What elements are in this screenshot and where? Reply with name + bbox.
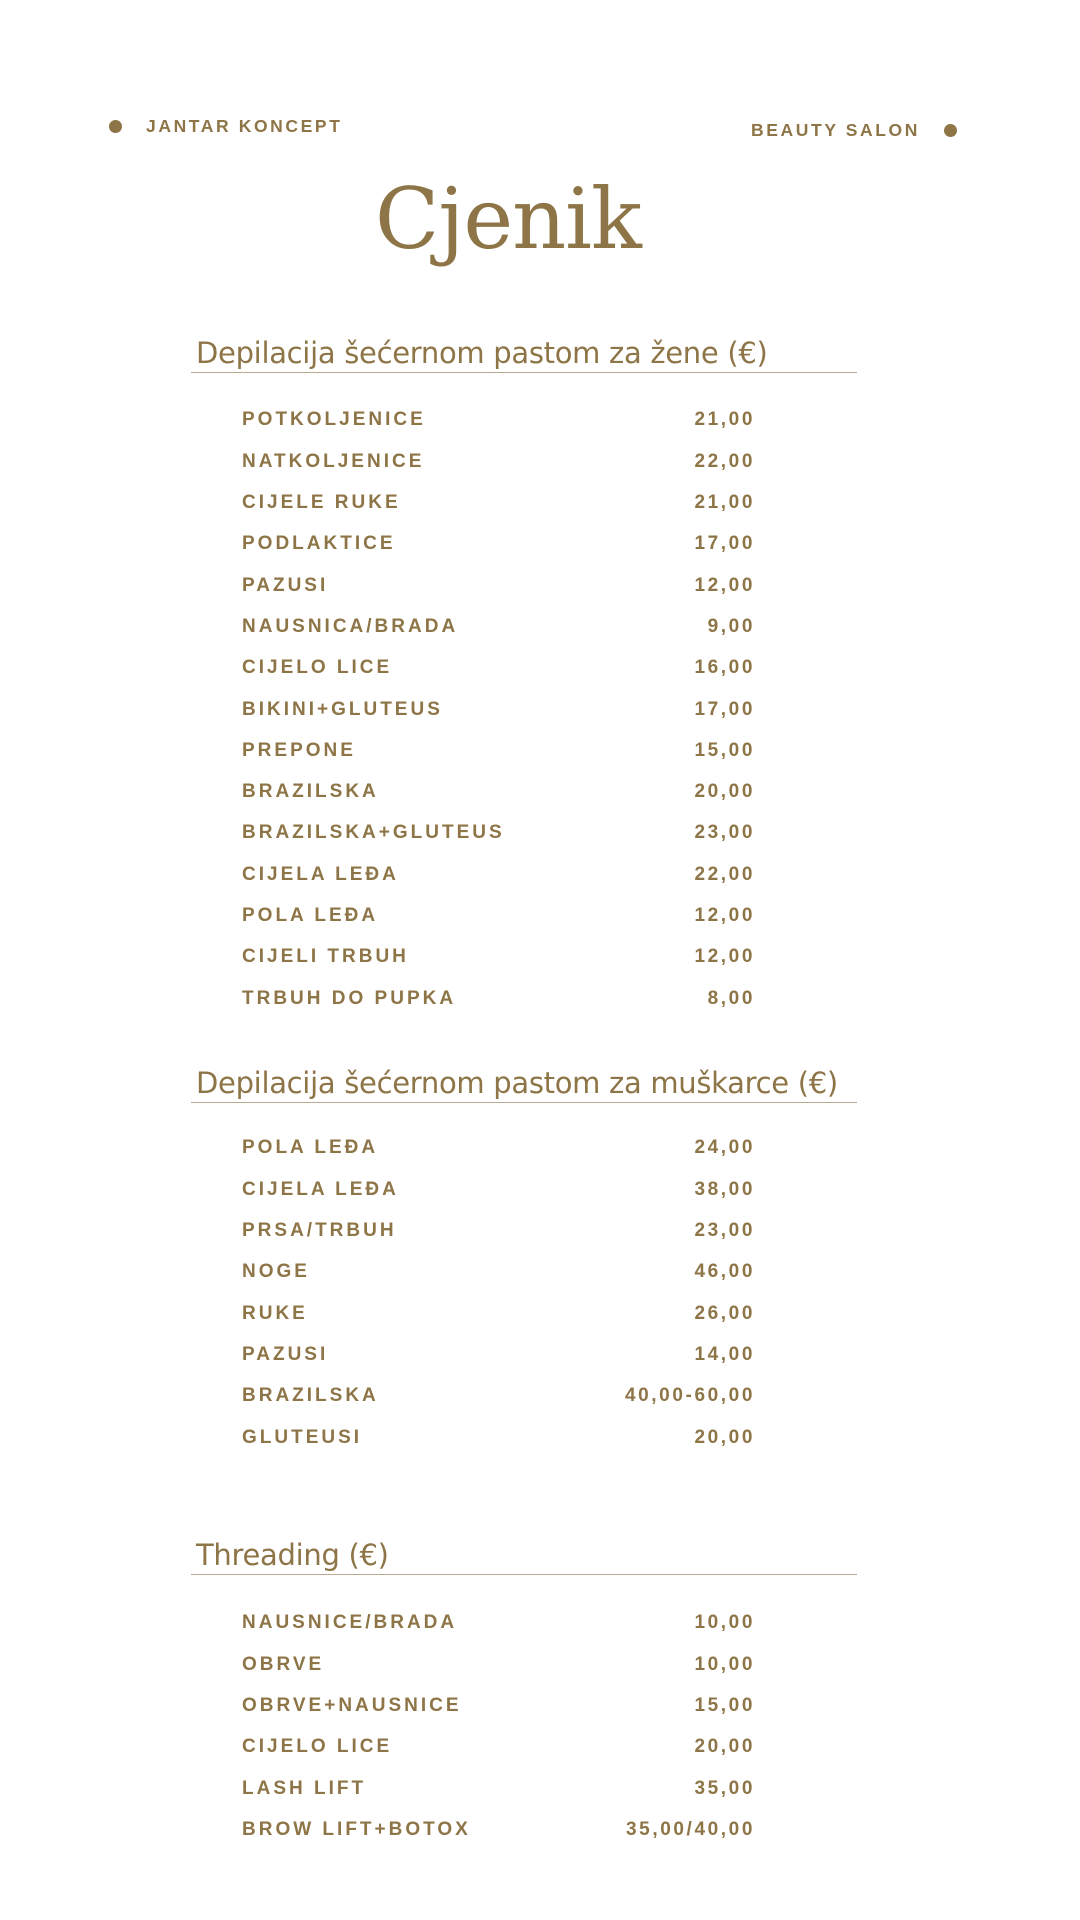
service-price: 35,00 [694, 1777, 755, 1799]
service-name: PAZUSI [242, 574, 329, 596]
service-name: CIJELO LICE [242, 1736, 393, 1758]
service-name: PODLAKTICE [242, 533, 396, 555]
section-title: Depilacija šećernom pastom za muškarce (€) [191, 1066, 857, 1103]
service-price: 12,00 [694, 946, 755, 968]
service-name: BIKINI+GLUTEUS [242, 698, 443, 720]
service-price: 8,00 [707, 987, 755, 1009]
service-price: 20,00 [694, 781, 755, 803]
price-row [242, 1334, 755, 1375]
price-row [242, 482, 755, 523]
service-price: 14,00 [694, 1343, 755, 1365]
section-men-sugaring [191, 1066, 857, 1458]
service-price: 38,00 [694, 1178, 755, 1200]
service-name: NAUSNICE/BRADA [242, 1612, 458, 1634]
price-row [242, 1809, 755, 1850]
service-name: BRAZILSKA [242, 781, 379, 803]
service-price: 23,00 [694, 1220, 755, 1242]
service-price: 23,00 [694, 822, 755, 844]
service-name: CIJELA LEĐA [242, 863, 399, 885]
price-row [242, 1210, 755, 1251]
price-row [242, 648, 755, 689]
service-price: 15,00 [694, 739, 755, 761]
price-row [242, 1169, 755, 1210]
service-price: 15,00 [694, 1695, 755, 1717]
service-name: TRBUH DO PUPKA [242, 987, 457, 1009]
section-title: Threading (€) [191, 1538, 857, 1575]
service-name: OBRVE [242, 1653, 325, 1675]
service-name: LASH LIFT [242, 1777, 367, 1799]
service-name: BRAZILSKA+GLUTEUS [242, 822, 505, 844]
brand-left [109, 116, 343, 137]
section-title: Depilacija šećernom pastom za žene (€) [191, 336, 857, 373]
price-row [242, 1376, 755, 1417]
price-row [242, 937, 755, 978]
service-name: CIJELO LICE [242, 657, 393, 679]
service-name: BRAZILSKA [242, 1385, 379, 1407]
service-price: 22,00 [694, 450, 755, 472]
service-price: 9,00 [707, 615, 755, 637]
brand-name: JANTAR KONCEPT [146, 116, 343, 136]
service-name: CIJELA LEĐA [242, 1178, 399, 1200]
service-name: POTKOLJENICE [242, 409, 426, 431]
brand-right [751, 120, 957, 141]
service-price: 12,00 [694, 905, 755, 926]
price-row [242, 400, 755, 441]
price-row [242, 524, 755, 565]
service-name: POLA LEĐA [242, 905, 379, 926]
price-row [242, 1293, 755, 1334]
price-row [242, 730, 755, 771]
page-title: Cjenik [375, 170, 641, 268]
service-name: CIJELI TRBUH [242, 946, 409, 968]
service-name: RUKE [242, 1302, 308, 1324]
service-price: 24,00 [694, 1137, 755, 1159]
price-row [242, 978, 755, 1019]
service-name: NAUSNICA/BRADA [242, 615, 459, 637]
service-name: BROW LIFT+BOTOX [242, 1818, 471, 1840]
price-row [242, 606, 755, 647]
service-name: GLUTEUSI [242, 1426, 363, 1448]
service-price: 10,00 [694, 1653, 755, 1675]
price-row [242, 1727, 755, 1768]
service-price: 21,00 [694, 409, 755, 431]
bullet-dot-icon [109, 120, 122, 133]
service-price: 17,00 [694, 698, 755, 720]
service-price: 20,00 [694, 1736, 755, 1758]
service-price: 10,00 [694, 1612, 755, 1634]
bullet-dot-icon [944, 124, 957, 137]
price-row [242, 1644, 755, 1685]
service-price: 26,00 [694, 1302, 755, 1324]
service-name: NATKOLJENICE [242, 450, 425, 472]
price-list [191, 400, 755, 1019]
section-women-sugaring [191, 336, 857, 1019]
service-price: 17,00 [694, 533, 755, 555]
price-row [242, 1417, 755, 1458]
service-name: PRSA/TRBUH [242, 1220, 397, 1242]
service-price: 46,00 [694, 1261, 755, 1283]
price-row [242, 854, 755, 895]
service-name: PREPONE [242, 739, 356, 761]
price-row [242, 1768, 755, 1809]
service-name: PAZUSI [242, 1343, 329, 1365]
price-row [242, 441, 755, 482]
price-list [191, 1128, 755, 1458]
price-row [242, 1685, 755, 1726]
section-threading [191, 1538, 857, 1851]
price-list [191, 1603, 755, 1851]
service-name: OBRVE+NAUSNICE [242, 1695, 462, 1717]
service-price: 20,00 [694, 1426, 755, 1448]
price-row [242, 771, 755, 812]
service-price: 16,00 [694, 657, 755, 679]
service-name: CIJELE RUKE [242, 492, 401, 514]
service-name: POLA LEĐA [242, 1137, 379, 1159]
price-row [242, 1603, 755, 1644]
price-row [242, 895, 755, 936]
service-price: 35,00/40,00 [626, 1818, 755, 1840]
service-price: 21,00 [694, 492, 755, 514]
price-row [242, 1128, 755, 1169]
service-price: 22,00 [694, 863, 755, 885]
service-price: 12,00 [694, 574, 755, 596]
price-row [242, 689, 755, 730]
brand-tagline: BEAUTY SALON [751, 120, 920, 140]
price-row [242, 565, 755, 606]
service-price: 40,00-60,00 [624, 1385, 755, 1407]
price-row [242, 1252, 755, 1293]
price-row [242, 813, 755, 854]
service-name: NOGE [242, 1261, 310, 1283]
